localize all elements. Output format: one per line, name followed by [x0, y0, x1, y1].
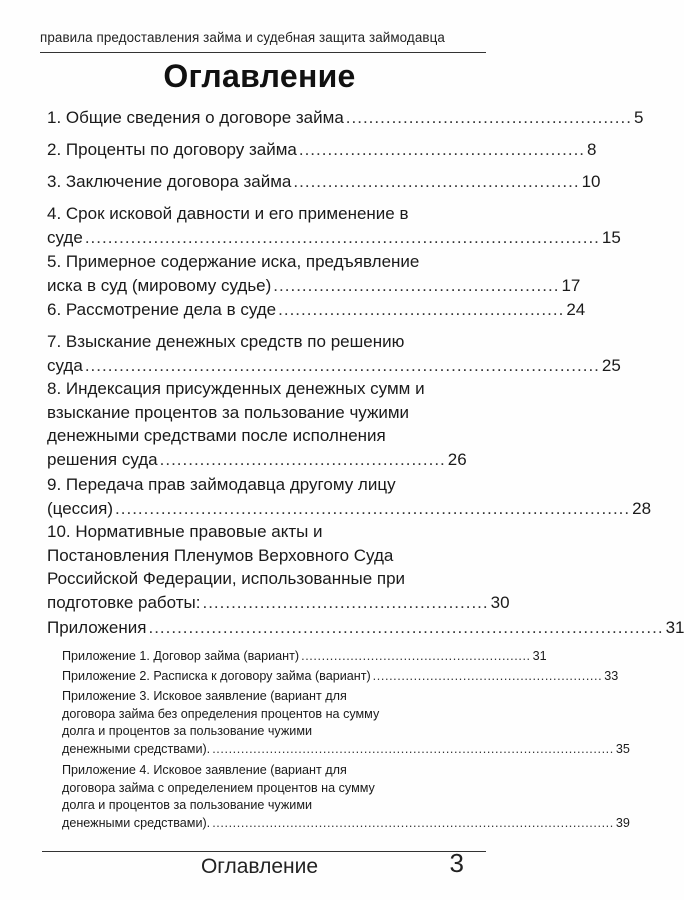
- toc-page-number: 8: [587, 140, 597, 159]
- toc-entry-text: 7. Взыскание денежных средств по решению: [47, 332, 405, 351]
- toc-entry-7: [47, 330, 621, 377]
- toc-subentry-1: [62, 648, 547, 666]
- toc-entry-text: суда: [47, 355, 83, 375]
- footer-title: Оглавление: [200, 855, 319, 878]
- toc-page-number: 28: [632, 498, 652, 518]
- toc-page-number: 17: [561, 275, 581, 295]
- toc-entry-text: 1. Общие сведения о договоре займа: [47, 108, 344, 127]
- toc-entry-4: [47, 202, 621, 249]
- toc-entry-text: 6. Рассмотрение дела в суде: [47, 300, 277, 319]
- toc-entry-5: [47, 250, 581, 297]
- toc-entry-text: решения суда: [47, 449, 158, 469]
- toc-leader-dots: ..................................................: [278, 300, 565, 319]
- toc-entry-appendices: [47, 616, 684, 640]
- toc-subentry-4: [62, 762, 630, 832]
- toc-page-number: 39: [615, 815, 630, 830]
- toc-entry-text: 3. Заключение договора займа: [47, 172, 292, 191]
- toc-entry-text: 5. Примерное содержание иска, предъявление: [47, 252, 420, 271]
- toc-entry-text: денежными средствами).: [62, 741, 211, 756]
- toc-entry-text: Приложения: [47, 618, 147, 637]
- toc-entry-text: 4. Срок исковой давности и его применение в: [47, 204, 409, 223]
- toc-entry-text: долга и процентов за пользование чужими: [62, 798, 313, 813]
- toc-entry-text: 8. Индексация присужденных денежных сумм и: [47, 379, 425, 398]
- toc-entry-text: договора займа с определением процентов на сумму: [62, 780, 375, 795]
- toc-page-number: 35: [615, 741, 630, 756]
- header-rule: [40, 52, 486, 53]
- toc-page-number: 24: [566, 300, 586, 319]
- toc-page-number: 15: [601, 227, 621, 247]
- toc-entry-text: 2. Проценты по договору займа: [47, 140, 297, 159]
- toc-page-number: 25: [601, 355, 621, 375]
- toc-leader-dots: ..................................................: [159, 449, 446, 469]
- toc-entry-text: Российской Федерации, использованные при: [47, 569, 406, 588]
- toc-leader-dots: ..................................................: [273, 275, 560, 295]
- toc-leader-dots: ..................................................: [293, 172, 580, 191]
- toc-entry-2: [47, 138, 597, 162]
- toc-page-number: 33: [604, 669, 619, 683]
- toc-entry-10: [47, 520, 510, 614]
- toc-leader-dots: ..........................................................................................: [84, 355, 600, 375]
- toc-entry-text: 10. Нормативные правовые акты и: [47, 522, 323, 541]
- toc-leader-dots: ..................................................: [298, 140, 586, 159]
- toc-page-number: 31: [532, 649, 547, 663]
- toc-entry-text: Постановления Пленумов Верховного Суда: [47, 545, 394, 565]
- toc-entry-text: суде: [47, 227, 83, 247]
- toc-leader-dots: ..........................................................................................: [115, 498, 631, 518]
- toc-page-number: 5: [633, 108, 644, 127]
- toc-entry-9: [47, 473, 652, 520]
- toc-subentry-3: [62, 688, 630, 758]
- toc-entry-text: Приложение 4. Исковое заявление (вариант для: [62, 763, 347, 777]
- toc-entry-text: (цессия): [47, 498, 114, 518]
- toc-page-number: 10: [581, 172, 601, 191]
- toc-entry-text: Приложение 3. Исковое заявление (вариант для: [62, 689, 347, 703]
- toc-subentry-2: [62, 668, 619, 686]
- toc-entry-text: подготовке работы:: [47, 592, 201, 612]
- toc-entry-3: [47, 170, 601, 194]
- toc-entry-1: [47, 106, 644, 130]
- toc-leader-dots: ..................................................................................................: [212, 815, 614, 830]
- toc-entry-text: Приложение 2. Расписка к договору займа (вариант): [62, 669, 371, 683]
- toc-leader-dots: ........................................................: [301, 649, 531, 663]
- toc-leader-dots: ........................................................: [372, 669, 603, 683]
- toc-entry-text: денежными средствами).: [62, 815, 211, 830]
- toc-entry-text: 9. Передача прав займодавца другому лицу: [47, 475, 396, 494]
- toc-entry-text: иска в суд (мировому судье): [47, 275, 272, 295]
- toc-leader-dots: ..................................................: [345, 108, 632, 127]
- page-title: Оглавление: [163, 58, 356, 94]
- toc-entry-6: [47, 298, 586, 322]
- toc-leader-dots: ..................................................................................................: [212, 741, 614, 756]
- running-header: правила предоставления займа и судебная защита займодавца: [40, 30, 445, 45]
- page-number: 3: [449, 848, 464, 878]
- toc-leader-dots: ..........................................................................................: [84, 227, 600, 247]
- toc-entry-text: долга и процентов за пользование чужими: [62, 724, 313, 739]
- footer-rule: [42, 851, 486, 852]
- toc-page-number: 26: [447, 449, 467, 469]
- toc-entry-text: взыскание процентов за пользование чужими: [47, 402, 410, 422]
- toc-entry-text: договора займа без определения процентов на сумму: [62, 706, 380, 721]
- toc-leader-dots: ..................................................: [202, 592, 489, 612]
- toc-page-number: 30: [490, 592, 510, 612]
- toc-entry-text: денежными средствами после исполнения: [47, 426, 386, 445]
- toc-page-number: 31: [665, 618, 684, 637]
- toc-entry-8: [47, 377, 467, 471]
- toc-entry-text: Приложение 1. Договор займа (вариант): [62, 649, 300, 663]
- toc-leader-dots: ..........................................................................................: [148, 618, 664, 637]
